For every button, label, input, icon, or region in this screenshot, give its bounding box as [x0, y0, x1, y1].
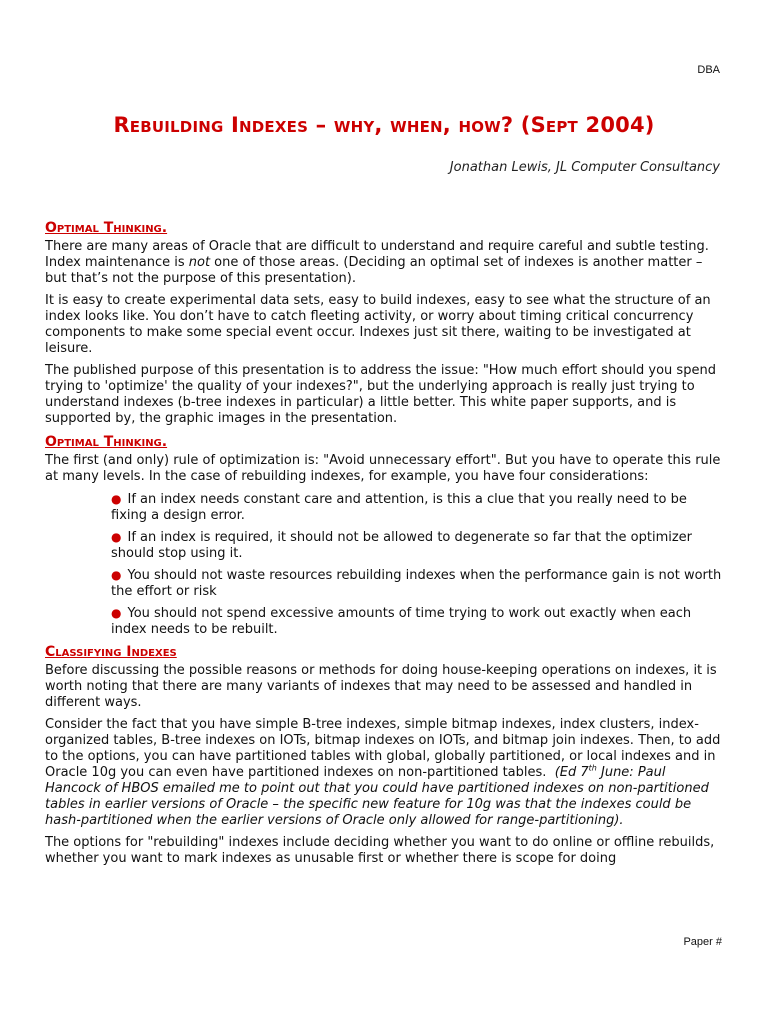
section-heading-optimal-thinking-2: Optimal Thinking.	[45, 434, 168, 450]
header-tag: DBA	[697, 64, 720, 76]
superscript: th	[588, 763, 597, 773]
paragraph-text: one of those areas. (Deciding an optimal set of indexes is another matter – but that’s not the purpose of this presentation).	[45, 255, 703, 286]
paragraph: The options for "rebuilding" indexes include deciding whether you want to do online or offline rebuilds, whether you want to mark indexes as unusable first or whether there is scope for doing	[45, 835, 715, 866]
editor-note-text: (Ed 7	[554, 765, 589, 780]
paragraph: Before discussing the possible reasons or methods for doing house-keeping operations on indexes, it is worth noting that there are many variants of indexes that may need to be assessed and handled in different ways.	[45, 663, 717, 710]
list-item-text: You should not spend excessive amounts of time trying to work out exactly when each index needs to be rebuilt.	[111, 606, 692, 637]
list-item	[111, 605, 725, 638]
paragraph-text: Consider the fact that you have simple B-tree indexes, simple bitmap indexes, index clusters, index-organized tables, B-tree indexes on IOTs, bitmap indexes on IOTs, and bitmap join indexes. Then, to add to the options, you can have partitioned tables with global, globally partitioned, or local indexes and in Oracle 10g you can even have partitioned indexes on non-partitioned tables.	[45, 717, 721, 780]
list-item-text: If an index needs constant care and attention, is this a clue that you really need to be fixing a design error.	[111, 492, 687, 523]
bullet-icon: ●	[111, 606, 122, 620]
paragraph-text: There are many areas of Oracle that are difficult to understand and require careful and subtle testing. Index maintenance is	[45, 239, 709, 270]
considerations-list	[45, 491, 725, 638]
footer-tag: Paper #	[683, 936, 722, 948]
bullet-icon: ●	[111, 492, 122, 506]
list-item-text: You should not waste resources rebuilding indexes when the performance gain is not worth the effort or risk	[111, 568, 722, 599]
section-heading-classifying-indexes: Classifying Indexes	[45, 644, 177, 660]
editor-note-text: June: Paul Hancock of HBOS emailed me to point out that you could have partitioned indexes on non-partitioned tables in earlier versions of Oracle – the specific new feature for 10g was that the indexes could be hash-partitioned when the earlier versions of Oracle only allowed for range-partitioning).	[45, 765, 709, 828]
paragraph	[45, 239, 725, 287]
paragraph: The first (and only) rule of optimization is: "Avoid unnecessary effort". But you have to operate this rule at many levels. In the case of rebuilding indexes, for example, you have four considerations:	[45, 453, 721, 484]
paragraph: It is easy to create experimental data sets, easy to build indexes, easy to see what the structure of an index looks like. You don’t have to catch fleeting activity, or worry about timing critical concurrency components to make some special event occur. Indexes just sit there, waiting to be investigated at leisure.	[45, 293, 711, 356]
list-item-text: If an index is required, it should not be allowed to degenerate so far that the optimizer should stop using it.	[111, 530, 693, 561]
bullet-icon: ●	[111, 568, 122, 582]
paragraph: The published purpose of this presentation is to address the issue: "How much effort should you spend trying to 'optimize' the quality of your indexes?", but the underlying approach is really just trying to understand indexes (b-tree indexes in particular) a little better. This white paper supports, and is supported by, the graphic images in the presentation.	[45, 363, 716, 426]
document-body	[45, 219, 725, 873]
bullet-icon: ●	[111, 530, 122, 544]
list-item	[111, 529, 725, 562]
emphasis-text: not	[188, 255, 211, 270]
document-title: Rebuilding Indexes – why, when, how? (Sept 2004)	[113, 113, 655, 137]
paragraph	[45, 717, 725, 829]
list-item	[111, 491, 725, 524]
list-item	[111, 567, 725, 600]
author-line: Jonathan Lewis, JL Computer Consultancy	[449, 160, 720, 175]
section-heading-optimal-thinking: Optimal Thinking.	[45, 220, 168, 236]
